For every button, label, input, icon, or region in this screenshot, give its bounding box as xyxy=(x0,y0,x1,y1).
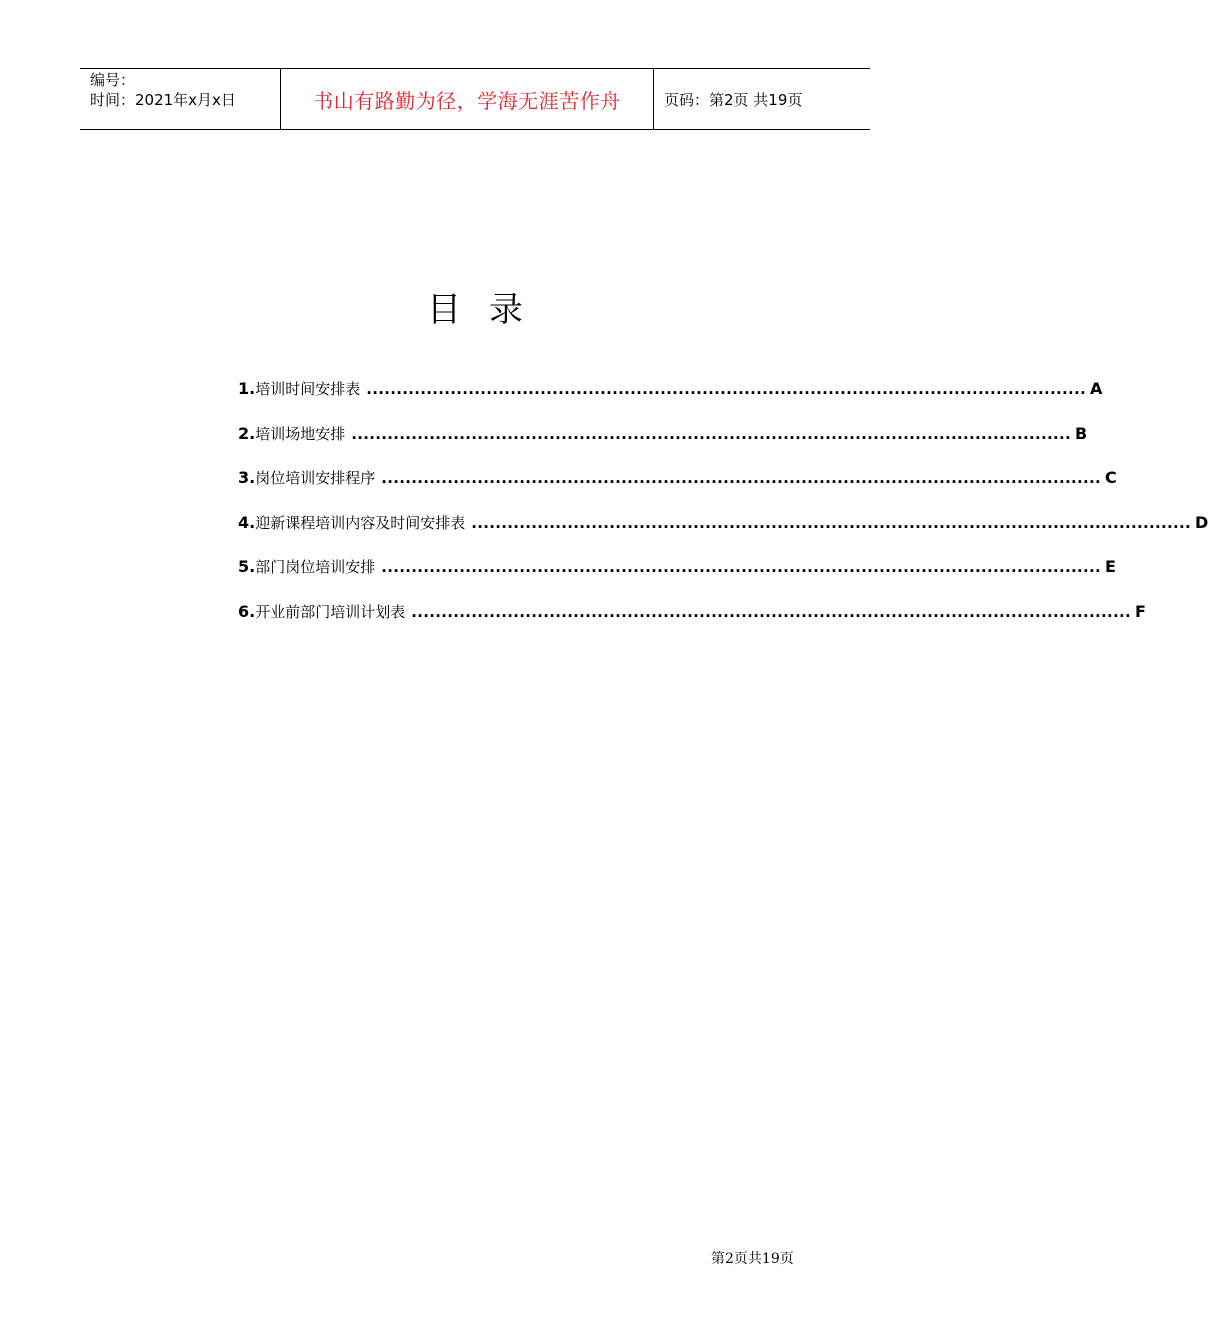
toc-item-title: 部门岗位培训安排 xyxy=(255,558,376,577)
toc-item-page: C xyxy=(1105,468,1117,488)
toc-leader-dots: ........................................................................................................................ xyxy=(351,424,1072,443)
toc-item-number: 4. xyxy=(238,512,256,532)
toc-item-page: E xyxy=(1105,557,1116,577)
toc-item-title: 开业前部门培训计划表 xyxy=(255,602,406,621)
table-of-contents xyxy=(238,378,1208,646)
page-header xyxy=(80,68,870,130)
page-title: 目录 xyxy=(427,290,551,330)
toc-item-page: A xyxy=(1090,379,1103,398)
toc-leader-dots: ........................................................................................................................ xyxy=(471,513,1192,532)
toc-item-page: B xyxy=(1075,423,1088,443)
toc-leader-dots: ........................................................................................................................ xyxy=(381,558,1102,577)
toc-item-title: 培训场地安排 xyxy=(255,424,346,443)
header-number-label: 编号： xyxy=(90,71,136,89)
toc-item-page: F xyxy=(1135,601,1146,621)
header-meta xyxy=(80,69,281,129)
toc-leader-dots: ........................................................................................................................ xyxy=(411,602,1132,621)
toc-item[interactable] xyxy=(238,601,1146,646)
toc-leader-dots: ........................................................................................................................ xyxy=(366,380,1087,398)
toc-item-title: 迎新课程培训内容及时间安排表 xyxy=(255,513,466,532)
toc-item-number: 1. xyxy=(238,379,256,398)
header-time-label: 时间：2021年x月x日 xyxy=(90,91,236,109)
toc-item[interactable] xyxy=(238,423,1088,468)
toc-item-number: 3. xyxy=(238,468,256,488)
toc-leader-dots: ........................................................................................................................ xyxy=(381,469,1102,488)
header-page-info: 页码：第2页 共19页 xyxy=(664,90,803,109)
toc-item-title: 岗位培训安排程序 xyxy=(255,469,376,488)
toc-item-page: D xyxy=(1195,512,1208,532)
toc-item-number: 5. xyxy=(238,557,256,577)
toc-item[interactable] xyxy=(238,467,1117,512)
toc-item-title: 培训时间安排表 xyxy=(255,380,361,398)
toc-item-number: 6. xyxy=(238,601,256,621)
toc-item[interactable] xyxy=(238,378,1103,423)
page-footer: 第2页共19页 xyxy=(711,1251,794,1267)
toc-item[interactable] xyxy=(238,556,1116,601)
header-motto: 书山有路勤为径，学海无涯苦作舟 xyxy=(281,69,654,129)
toc-item-number: 2. xyxy=(238,423,256,443)
toc-item[interactable] xyxy=(238,512,1208,557)
